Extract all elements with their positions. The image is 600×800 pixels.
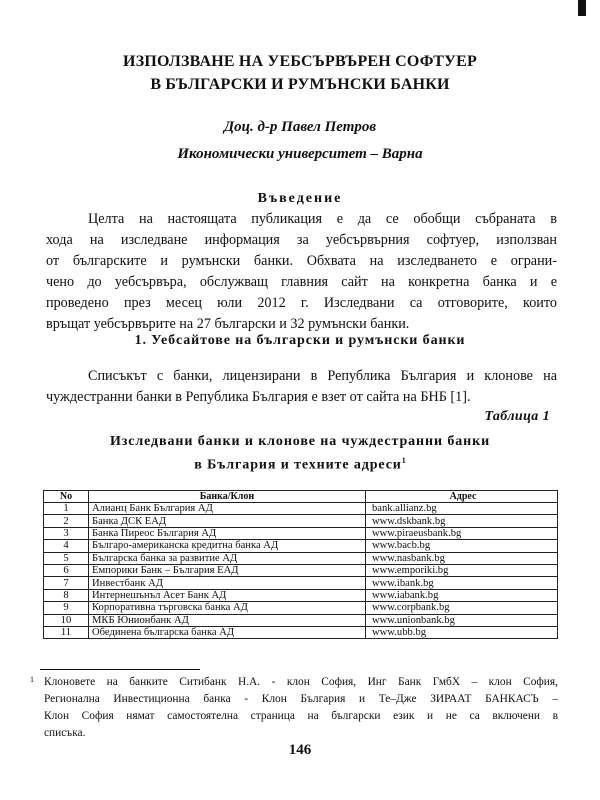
paragraph-line: от българските и румънски банки. Обхвата на изследването е ограни-: [46, 253, 557, 269]
header-bank: Банка/Клон: [89, 491, 366, 503]
paragraph-line: връщат уебсървърите на 27 български и 32 румънски банки.: [46, 316, 410, 332]
intro-heading: Въведение: [257, 191, 343, 206]
footnote: [30, 674, 558, 742]
caption-footnote-mark: 1: [401, 456, 406, 465]
caption-line: Изследвани банки и клонове на чуждестранни банки: [109, 434, 491, 449]
title-line: ИЗПОЛЗВАНЕ НА УЕБСЪРВЪРЕН СОФТУЕР: [123, 53, 477, 70]
cell-no: 2: [44, 515, 89, 527]
cell-bank: Обединена българска банка АД: [89, 626, 366, 638]
cell-no: 5: [44, 552, 89, 564]
footnote-divider: [40, 669, 200, 670]
table-row: [44, 564, 558, 576]
table-caption: [40, 432, 560, 475]
cell-address: bank.allianz.bg: [366, 503, 558, 515]
cell-bank: Интернешънъл Асет Банк АД: [89, 589, 366, 601]
cell-no: 1: [44, 503, 89, 515]
cell-bank: Инвестбанк АД: [89, 577, 366, 589]
header-no: No: [44, 491, 89, 503]
paragraph-line: чуждестранни банки в Република България е взет от сайта на БНБ [1].: [46, 389, 471, 405]
footnote-line: списъка.: [44, 727, 86, 739]
footnote-line: Регионална Инвестиционна банка - Клон България и Те–Дже ЗИРААТ БАНКАСЪ –: [44, 693, 558, 705]
scan-corner-mark: [578, 0, 586, 16]
footnote-line: Клоновете на банките Ситибанк Н.А. - клон София, Инг Банк ГмбХ – клон София,: [44, 676, 558, 688]
table-row: [44, 515, 558, 527]
table-row: [44, 626, 558, 638]
table-header-row: [44, 491, 558, 503]
table-row: [44, 540, 558, 552]
cell-address: www.iabank.bg: [366, 589, 558, 601]
footnote-line: Клон София нямат самостоятелна страница на български език и не са включени в: [44, 710, 558, 722]
author-affiliation: Икономически университет – Варна: [177, 146, 423, 162]
cell-bank: Емпорики Банк – България ЕАД: [89, 564, 366, 576]
header-address: Адрес: [366, 491, 558, 503]
paragraph-line: хода на изследване информация за уебсървърния софтуер, използван: [46, 232, 557, 248]
table-row: [44, 602, 558, 614]
table-row: [44, 589, 558, 601]
cell-bank: Алианц Банк България АД: [89, 503, 366, 515]
cell-address: www.unionbank.bg: [366, 614, 558, 626]
cell-address: www.emporiki.bg: [366, 564, 558, 576]
paragraph-line: Списъкът с банки, лицензирани в Република България и клонове на: [88, 368, 557, 384]
cell-no: 11: [44, 626, 89, 638]
paragraph-line: Целта на настоящата публикация е да се обобщи събраната в: [88, 211, 557, 227]
author-name: Доц. д-р Павел Петров: [223, 119, 377, 135]
cell-address: www.bacb.bg: [366, 540, 558, 552]
cell-no: 7: [44, 577, 89, 589]
cell-address: www.nasbank.bg: [366, 552, 558, 564]
cell-address: www.ibank.bg: [366, 577, 558, 589]
cell-bank: МКБ Юнионбанк АД: [89, 614, 366, 626]
cell-bank: Банка Пиреос България АД: [89, 527, 366, 539]
cell-no: 3: [44, 527, 89, 539]
cell-bank: Българска банка за развитие АД: [89, 552, 366, 564]
footnote-mark: 1: [30, 675, 34, 684]
cell-bank: Банка ДСК ЕАД: [89, 515, 366, 527]
paragraph-line: чено до уебсървъра, обслужващ главния сайт на конкретна банка и е: [46, 274, 557, 290]
table-row: [44, 527, 558, 539]
intro-paragraph: [46, 209, 557, 335]
table-row: [44, 552, 558, 564]
cell-address: www.dskbank.bg: [366, 515, 558, 527]
table-row: [44, 614, 558, 626]
paragraph-line: проведено през месец юли 2012 г. Изследвани са отговорите, които: [46, 295, 557, 311]
cell-bank: Българо-американска кредитна банка АД: [89, 540, 366, 552]
cell-address: www.ubb.bg: [366, 626, 558, 638]
cell-address: www.piraeusbank.bg: [366, 527, 558, 539]
cell-bank: Корпоративна търговска банка АД: [89, 602, 366, 614]
title-line: В БЪЛГАРСКИ И РУМЪНСКИ БАНКИ: [150, 76, 450, 93]
section-heading: 1. Уебсайтове на български и румънски банки: [134, 333, 466, 348]
paper-title: [40, 50, 560, 96]
table-row: [44, 577, 558, 589]
cell-no: 8: [44, 589, 89, 601]
page-number: 146: [288, 742, 312, 758]
cell-no: 10: [44, 614, 89, 626]
table-label: Таблица 1: [484, 409, 550, 424]
cell-no: 6: [44, 564, 89, 576]
cell-no: 9: [44, 602, 89, 614]
cell-address: www.corpbank.bg: [366, 602, 558, 614]
cell-no: 4: [44, 540, 89, 552]
banks-table: [43, 490, 558, 639]
caption-line-text: в България и техните адреси: [194, 457, 402, 473]
table-row: [44, 503, 558, 515]
section-paragraph: [46, 366, 557, 408]
caption-line-2: [40, 451, 560, 475]
